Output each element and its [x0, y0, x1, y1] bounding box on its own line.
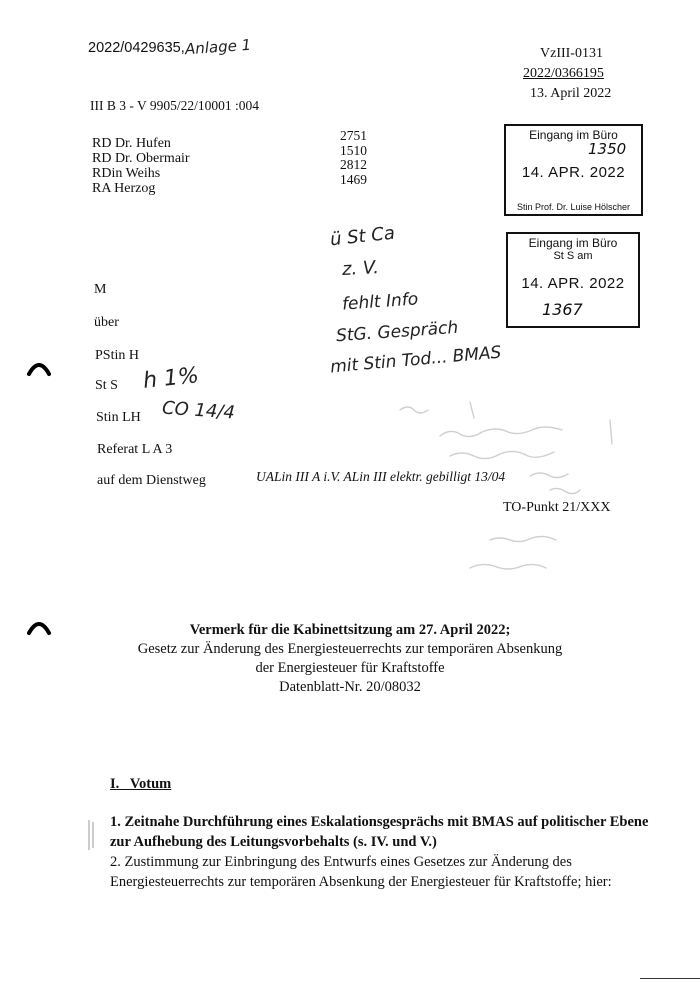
subject-line: der Energiesteuer für Kraftstoffe	[255, 660, 445, 676]
handwritten-note-line: z. V.	[341, 257, 380, 280]
footer-rule	[640, 978, 700, 979]
votum-item-2-line: 2. Zustimmung zur Einbringung des Entwurfs eines Gesetzes zur Änderung des	[110, 854, 572, 870]
file-number-handwritten: Anlage 1	[184, 35, 252, 59]
votum-heading-text: I. Votum	[110, 776, 172, 792]
stamp-date: 14. APR. 2022	[521, 275, 625, 292]
handwritten-note-line: StG. Gespräch	[335, 317, 459, 347]
ref-code: VzIII-0131	[540, 46, 603, 61]
stamp-number: 1367	[542, 300, 583, 319]
votum-heading	[110, 776, 171, 793]
recipient-phone: 2751	[340, 128, 367, 143]
votum-item-1-line: zur Aufhebung des Leitungsvorbehalts (s. IV. und V.)	[110, 834, 437, 850]
routing-dienstweg: auf dem Dienstweg	[97, 473, 206, 488]
recipient-phone: 2812	[340, 157, 367, 172]
recipient-names	[92, 136, 190, 196]
recipient-phone: 1510	[340, 142, 367, 158]
file-number: 2022/0429635,	[88, 40, 185, 56]
votum-item-1	[110, 812, 649, 852]
recipient-name: RDin Weihs	[92, 166, 161, 181]
punch-hole-mark	[27, 358, 51, 378]
routing-pstin: PStin H	[95, 348, 139, 363]
handwritten-note-line: ü St Ca	[329, 222, 396, 251]
received-stamp-hoelscher	[504, 124, 643, 216]
stamp-footer: Stin Prof. Dr. Luise Hölscher	[516, 202, 631, 212]
recipient-phone: 1469	[340, 171, 367, 187]
ref-number: 2022/0366195	[523, 66, 604, 81]
votum-item-2	[110, 852, 640, 892]
stin-lh-handwritten-initial: CO 14/4	[161, 397, 236, 424]
votum-item-1-line: 1. Zeitnahe Durchführung eines Eskalationsgesprächs mit BMAS auf politischer Ebene	[110, 814, 649, 830]
stamp-title: Eingang im Büro	[529, 128, 618, 142]
document-date: 13. April 2022	[530, 86, 612, 101]
subject-title: Vermerk für die Kabinettsitzung am 27. April 2022;	[189, 622, 511, 638]
votum-item-2-line: Energiesteuerrechts zur temporären Absenkung der Energiesteuer für Kraftstoffe; hier:	[110, 874, 612, 890]
stamp-title: Eingang im Büro	[528, 236, 618, 250]
routing-stin-lh: Stin LH	[96, 410, 141, 425]
routing-m: M	[94, 282, 107, 297]
received-stamp-sts	[506, 232, 640, 328]
to-punkt: TO-Punkt 21/XXX	[503, 500, 611, 515]
stamp-number: 1350	[588, 140, 627, 158]
recipient-name: RA Herzog	[92, 181, 156, 196]
subject-datasheet: Datenblatt-Nr. 20/08032	[279, 679, 421, 695]
routing-referat: Referat L A 3	[97, 442, 173, 457]
sts-handwritten-initial: h 1%	[141, 363, 200, 394]
unit-reference: III B 3 - V 9905/22/10001 :004	[90, 98, 260, 113]
recipient-phones	[340, 128, 367, 186]
handwritten-note-line: mit Stin Tod... BMAS	[329, 342, 503, 378]
subject-block	[0, 621, 700, 697]
margin-vertical-marks	[86, 818, 96, 852]
handwritten-note-line: fehlt Info	[341, 289, 419, 315]
stamp-subtitle: St S am	[553, 250, 593, 262]
recipient-name: RD Dr. Hufen	[92, 136, 171, 151]
stamp-date: 14. APR. 2022	[521, 164, 626, 181]
routing-sts: St S	[95, 378, 118, 393]
subject-line: Gesetz zur Änderung des Energiesteuerrechts zur temporären Absenkung	[137, 641, 563, 657]
faint-handwriting-marks	[380, 390, 640, 590]
approval-note: UALin III A i.V. ALin III elektr. gebilligt 13/04	[256, 469, 506, 484]
recipient-name: RD Dr. Obermair	[92, 151, 190, 166]
routing-ueber: über	[94, 315, 119, 330]
